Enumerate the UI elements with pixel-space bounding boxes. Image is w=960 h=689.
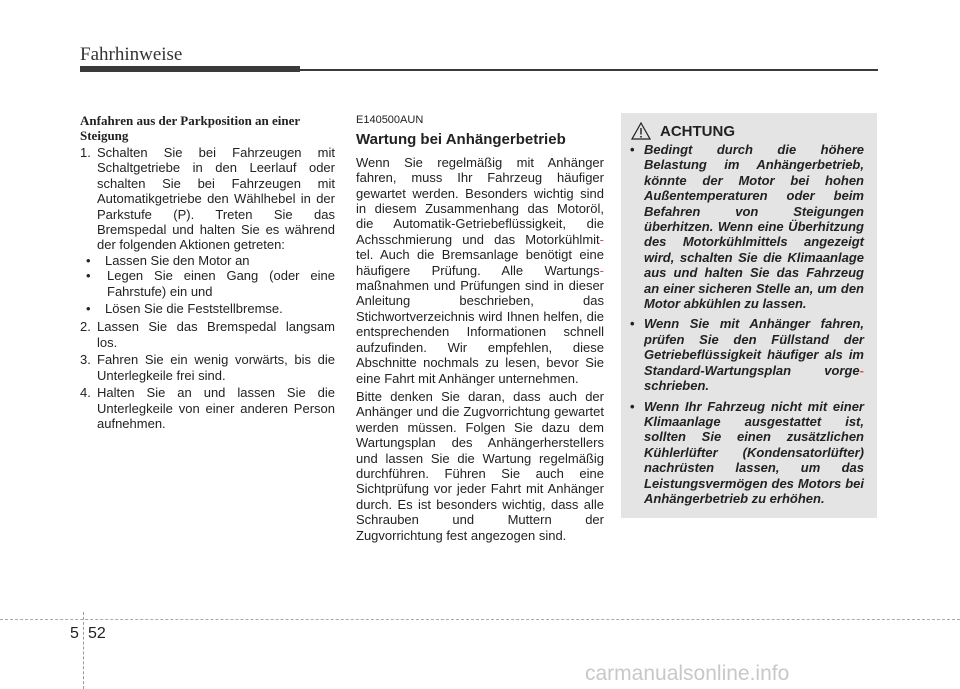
bullet-icon: • (86, 301, 91, 317)
paragraph-1-part-b: tel. Auch die Bremsanlage benötigt eine häufigere Prüfung. Alle Wartungs (356, 247, 604, 278)
warning-triangle-icon (631, 122, 651, 140)
step-number: 2. (80, 319, 91, 335)
chapter-number: 5 (70, 625, 79, 642)
bullet-icon: • (630, 316, 635, 332)
page-header-title: Fahrhinweise (80, 44, 183, 65)
bullet-text: Legen Sie einen Gang (oder eine Fahrstufe) ein und (107, 268, 335, 299)
warning-box (621, 113, 877, 518)
warning-item (630, 142, 864, 311)
warning-item-text: Bedingt durch die höhere Belastung im Anhängerbetrieb, könnte der Motor bei hohen Außentemperaturen oder beim Befahren von Steigungen überhitzen. Wenn eine Überhitzung des Motorkühlmittels angezeigt wird, schalten Sie die Klimaanlage aus und halten Sie das Fahrzeug an einer sicheren Stelle an, um den Motor abkühlen zu lassen. (644, 142, 864, 312)
warning-item-text-cont: schrieben. (644, 378, 710, 394)
warning-item-text: Wenn Sie mit Anhänger fahren, prüfen Sie den Füllstand der Getriebeflüssigkeit häufiger als im Standard-Wartungsplan vorge (644, 316, 864, 378)
warning-item (630, 399, 864, 507)
soft-hyphen: - (859, 362, 864, 378)
footer-divider (0, 619, 960, 620)
step-number: 1. (80, 145, 91, 160)
bullet-icon: • (86, 252, 91, 268)
bullet-item (80, 301, 335, 316)
step-number: 3. (80, 352, 91, 368)
step-text: Fahren Sie ein wenig vorwärts, bis die Unterlegkeile frei sind. (97, 352, 335, 383)
bullet-icon: • (630, 398, 635, 414)
bullet-item (80, 253, 335, 268)
soft-hyphen: - (599, 231, 604, 247)
footer-vertical-divider (83, 612, 85, 689)
step-text: Schalten Sie bei Fahrzeugen mit Schaltgetriebe in den Leerlauf oder schalten Sie bei Fahrzeugen mit Automatikgetriebe den Wählhebel in der Parkstufe (P). Treten Sie das Bremspedal und halten Sie es während der folgenden Aktionen getreten: (97, 145, 335, 253)
step-text: Lassen Sie das Bremspedal langsam los. (97, 319, 335, 350)
header-rule-thin (300, 69, 878, 71)
bullet-icon: • (86, 268, 91, 284)
middle-column (356, 113, 604, 546)
step-2 (80, 319, 335, 350)
step-3 (80, 352, 335, 383)
warning-item-text: Wenn Ihr Fahrzeug nicht mit einer Klimaanlage ausgestattet ist, sollten Sie einen zusätzlichen Kühlerlüfter (Kondensatorlüfter) nachrüsten lassen, um das Leistungsvermögen des Motors bei Anhängerbetrieb zu erhöhen. (644, 398, 864, 506)
step-text: Halten Sie an und lassen Sie die Unterlegkeile von einer anderen Person aufnehmen. (97, 385, 335, 431)
watermark: carmanualsonline.info (585, 662, 790, 685)
soft-hyphen: - (599, 262, 604, 278)
warning-item (630, 316, 864, 393)
section-title-trailer-maintenance: Wartung bei Anhängerbetrieb (356, 131, 566, 149)
paragraph-1-part-c: maßnahmen und Prüfungen sind in dieser Anleitung beschrieben, das Stichwortverzeichnis wird Ihnen helfen, die entsprechenden Informationen schnell aufzufinden. Wir empfehlen, diese Abschnitte nochmals zu lesen, bevor Sie eine Fahrt mit Anhänger unternehmen. (356, 278, 604, 386)
step-number: 4. (80, 385, 91, 401)
section-heading-slope-start: Anfahren aus der Parkposition an einer Steigung (80, 113, 300, 143)
warning-list (630, 142, 864, 511)
left-column (80, 113, 335, 431)
header-rule-thick (80, 66, 300, 72)
bullet-item (80, 268, 335, 299)
warning-title: ACHTUNG (660, 123, 735, 140)
bullet-text: Lassen Sie den Motor an (105, 252, 250, 268)
step-4 (80, 385, 335, 431)
section-code: E140500AUN (356, 114, 424, 126)
paragraph-1 (356, 155, 604, 386)
paragraph-2: Bitte denken Sie daran, dass auch der Anhänger und die Zugvorrichtung gewartet werden müssen. Folgen Sie dazu dem Wartungsplan des Anhängerherstellers und lassen Sie die Wartung regelmäßig durchführen. Führen Sie auch eine Sichtprüfung vor jeder Fahrt mit Anhänger durch. Es ist besonders wichtig, dass alle Schrauben und Muttern der Zugvorrichtung fest angezogen sind. (356, 388, 604, 543)
step-1 (80, 145, 335, 253)
bullet-icon: • (630, 142, 635, 157)
bullet-text: Lösen Sie die Feststellbremse. (105, 301, 283, 317)
paragraph-1-part-a: Wenn Sie regelmäßig mit Anhänger fahren, muss Ihr Fahrzeug häufiger gewartet werden. Besonders wichtig sind in diesem Zusammenhang das Motoröl, die Automatik-Getriebeflüssigkeit, die Achsschmierung und das Motorkühlmit (356, 154, 604, 247)
page-number: 52 (88, 625, 106, 642)
